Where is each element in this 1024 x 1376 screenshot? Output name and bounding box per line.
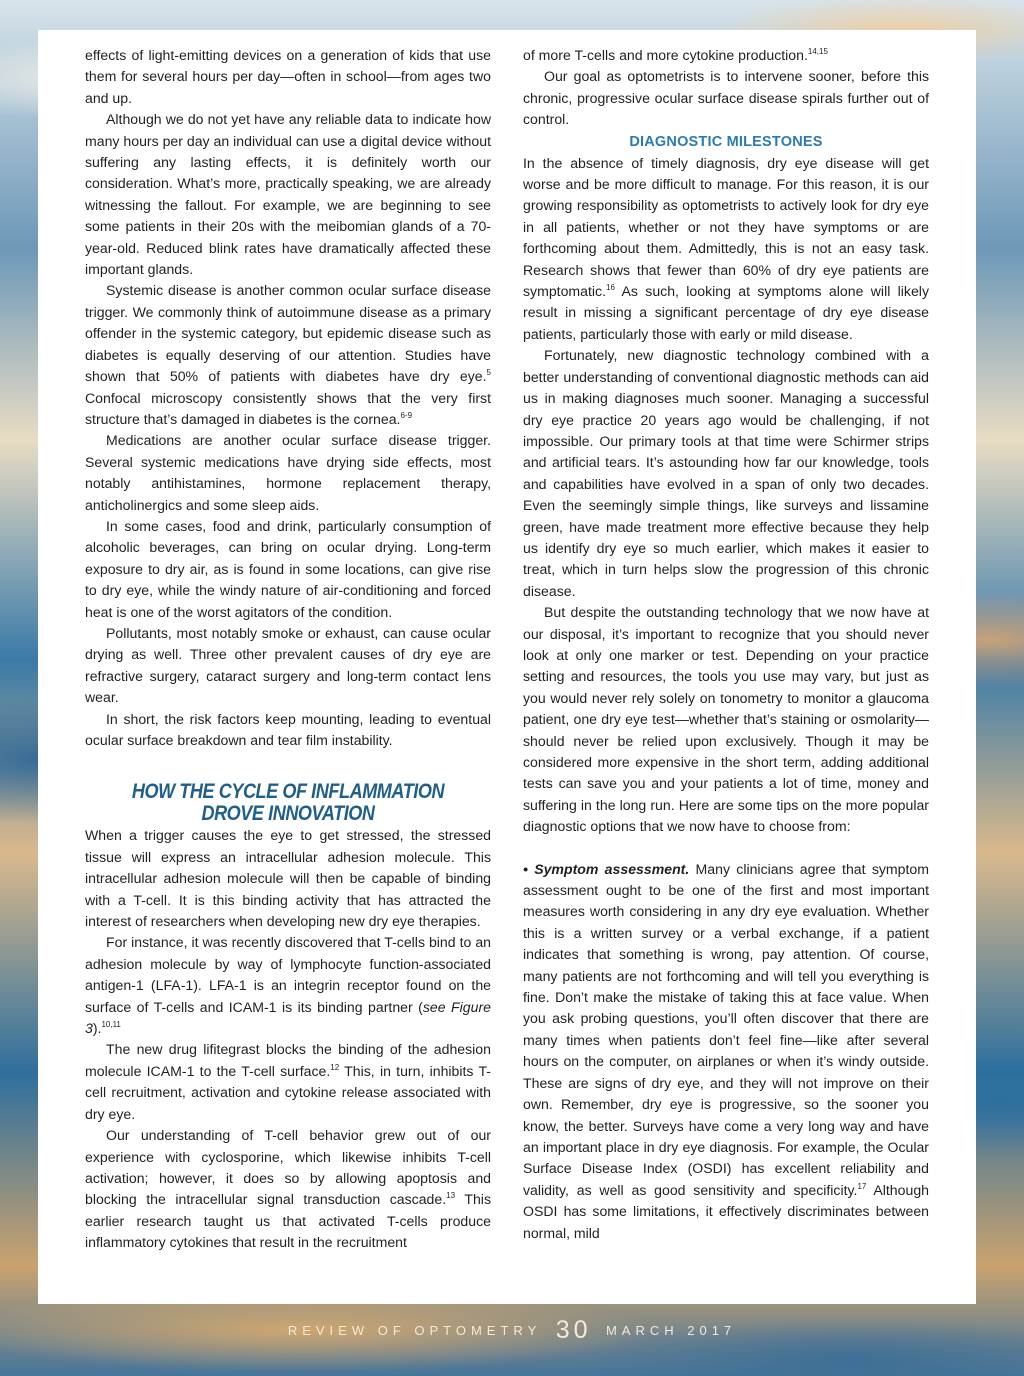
paragraph: Fortunately, new diagnostic technology combined with a better understanding of conventional diagnostic methods can aid us in making diagnoses much sooner. Managing a successful dry eye practice 20 years ago would be challenging, if not impossible. Our primary tools at that time were Schirmer strips and artificial tears. It’s astounding how far our knowledge, tools and capabilities have evolved in a span of only two decades. Even the seemingly simple things, like surveys and lissamine green, have made treatment more effective because they help us identify dry eye so much earlier, which makes it easier to treat, which in turn helps slow the progression of this chronic disease.: [523, 347, 929, 599]
reference-superscript: 17: [857, 1181, 867, 1191]
paragraph: effects of light-emitting devices on a generation of kids that use them for several hours per day—often in school—from ages two and up.: [85, 47, 491, 106]
page-footer: [0, 1316, 1024, 1344]
page-number: 30: [555, 1316, 592, 1344]
paragraph: When a trigger causes the eye to get stressed, the stressed tissue will express an intracellular adhesion molecule. This intracellular adhesion molecule will then be capable of binding with a T-cell. It is this binding activity that has attracted the interest of researchers when developing new dry eye therapies.: [85, 827, 491, 930]
paragraph: In the absence of timely diagnosis, dry eye disease will get worse and be more difficult to manage. For this reason, it is our growing responsibility as optometrists to actively look for dry eye in all patients, whether or not they have symptoms or are forthcoming about them. Admittedly, this is not an easy task. Research shows that fewer than 60% of dry eye patients are symptomatic.$^{16}$ As such, looking at symptoms alone will likely result in missing a significant percentage of dry eye disease patients, particularly those with early or mild disease.: [523, 154, 929, 342]
publication-name: REVIEW OF OPTOMETRY: [287, 1323, 542, 1338]
left-column: [85, 45, 491, 1254]
paragraph: Pollutants, most notably smoke or exhaust, can cause ocular drying as well. Three other prevalent causes of dry eye are refractive surgery, cataract surgery and long-term contact lens wear.: [85, 624, 491, 706]
reference-superscript: 16: [606, 283, 615, 293]
magazine-page: [38, 30, 976, 1304]
paragraph: Medications are another ocular surface disease trigger. Several systemic medications have drying side effects, most notably antihistamines, hormone replacement therapy, anticholinergics and some sleep aids.: [85, 432, 491, 513]
bullet-title: • Symptom assessment.: [523, 860, 690, 877]
reference-superscript: 10,11: [101, 1020, 121, 1030]
reference-superscript: 14,15: [807, 47, 828, 56]
section-heading: HOW THE CYCLE OF INFLAMMATION DROVE INNOVATION: [131, 780, 445, 826]
reference-superscript: 5: [486, 368, 491, 378]
figure-reference: see Figure 3: [85, 998, 491, 1037]
paragraph: Although we do not yet have any reliable data to indicate how many hours per day an individual can use a digital device without suffering any lasting effects, it is definitely worth our consideration. What’s more, practically speaking, we are already witnessing the fallout. For example, we are beginning to see some patients in their 20s with the meibomian glands of a 70-year-old. Reduced blink rates have dramatically affected these important glands.: [85, 111, 491, 278]
paragraph: Our understanding of T-cell behavior grew out of our experience with cyclosporine, which likewise inhibits T-cell activation; however, it does so by allowing apoptosis and blocking the intracellular signal transduction cascade.$^{13}$ This earlier research taught us that activated T-cells produce inflammatory cytokines that result in the recruitment: [85, 1127, 491, 1251]
paragraph: of more T-cells and more cytokine production.$^{14,15}$: [523, 47, 828, 63]
paragraph: The new drug lifitegrast blocks the binding of the adhesion molecule ICAM-1 to the T-cell surface.$^{12}$ This, in turn, inhibits T-cell recruitment, activation and cytokine release associated with dry eye.: [85, 1041, 491, 1122]
paragraph: In short, the risk factors keep mounting, leading to eventual ocular surface breakdown and tear film instability.: [85, 710, 491, 748]
paragraph: Our goal as optometrists is to intervene sooner, before this chronic, progressive ocular surface disease spirals further out of control.: [523, 68, 929, 128]
section-subheading: DIAGNOSTIC MILESTONES: [629, 133, 823, 150]
reference-superscript: 13: [446, 1191, 456, 1201]
paragraph: Systemic disease is another common ocular surface disease trigger. We commonly think of autoimmune disease as a primary offender in the systemic category, but epidemic disease such as diabetes is equally deserving of our attention. Studies have shown that 50% of patients with diabetes have dry eye.$^5$ Confocal microscopy consistently shows that the very first structure that’s damaged in diabetes is the cornea.$^{6-9}$: [85, 282, 491, 427]
paragraph: • Symptom assessment. Many clinicians agree that symptom assessment ought to be one of the first and most important measures worth considering in any dry eye evaluation. Whether this is a written survey or a verbal exchange, if a patient indicates that something is wrong, pay attention. Of course, many patients are not forthcoming and will tell you everything is fine. Don’t make the mistake of taking this at face value. When you ask probing questions, you’ll often discover that there are many times when patients don’t feel fine—like after several hours on the computer, on airplanes or when it’s windy outside. These are signs of dry eye, and they will not improve on their own. Remember, dry eye is progressive, so the sooner you know, the better. Surveys have come a very long way and have an important place in dry eye diagnosis. For example, the Ocular Surface Disease Index (OSDI) has excellent reliability and validity, as well as good sensitivity and specificity.$^{17}$ Although OSDI has some limitations, it effectively discriminates between normal, mild: [523, 860, 929, 1241]
right-column: [523, 45, 929, 1244]
paragraph: For instance, it was recently discovered that T-cells bind to an adhesion molecule by way of lymphocyte function-associated antigen-1 (LFA-1). LFA-1 is an integrin receptor found on the surface of T-cells and ICAM-1 is its binding partner (see Figure 3).$^{10,11}$: [85, 934, 491, 1037]
reference-superscript: 12: [330, 1062, 340, 1072]
paragraph: In some cases, food and drink, particularly consumption of alcoholic beverages, can bring on ocular drying. Long-term exposure to dry air, as is found in some locations, can give rise to dry eye, while the windy nature of air-conditioning and forced heat is one of the worst agitators of the condition.: [85, 517, 491, 620]
paragraph: But despite the outstanding technology that we now have at our disposal, it’s important to recognize that you should never look at only one marker or test. Depending on your practice setting and resources, the tools you use may vary, but just as you would never rely solely on tonometry to monitor a glaucoma patient, one dry eye test—whether that’s staining or osmolarity—should never be relied upon exclusively. Though it may be considered more expensive in the short term, adding additional tests can save you and your patients a lot of time, money and suffering in the long run. Here are some tips on the more popular diagnostic options that we now have to choose from:: [523, 604, 929, 835]
reference-superscript: 6-9: [400, 410, 413, 420]
issue-date: MARCH 2017: [605, 1323, 737, 1338]
spacer: [523, 838, 929, 859]
